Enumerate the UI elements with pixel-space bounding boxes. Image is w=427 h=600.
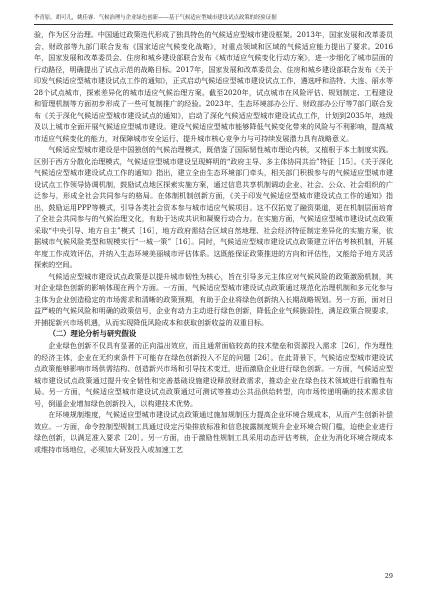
paragraph: 在环境规制维度，气候适应型城市建设试点政策通过施加规制压力提高企业环境合规成本，从而产生创新补偿效应。一方面，命令控制型规制工具通过设定污染排放标准和信息披露制度规升企业环境合规门槛，迫使企业进行绿色创新，以满足准入要求［20］。另一方面，由于激励性规制工具采用动态评估考核，企业为消化环境合规成本或维持市场地位，必须加大研发投入或加速工艺 [34,410,393,454]
running-header: 李青原，胡可儿，姚佳睿．气候治理与企业绿色创新——基于气候适应型城市建设试点政策的经验证据 [34,15,277,21]
page-number: 29 [384,572,393,580]
paragraph: 企业绿色创新不仅具有显著的正向溢出效应，而且通常面临较高的技术壁垒和资源投入需求［26］，作为理性的经济主体，企业在无约束条件下可能存在绿色创新投入不足的问题［26］。在此背景下，气候适应型城市建设试点政策能够影响市场供需结构、创造新兴市场和引导技术变迁，进而激励企业进行绿色创新。一方面，气候适应型城市建设试点政策通过提升安全韧性和完善基础设施建设释放财政需求，推动企业在绿色技术领域进行前瞻性布局。另一方面，气候适应型城市建设试点政策通过可测试等推动公共品供给转型，向市场传递明确的技术需求信号，倒逼企业增加绿色创新投入，以构建技术优势。 [34,341,393,408]
paragraph: 验，作为区分治理。中国通过政策迭代形成了独具特色的气候适应型城市建设框架。2013年，国家发展和改革委员会、财政部等九部门联合发布《国家适应气候变化战略》，对重点领域和区域的气候适应能力提出了要求。2016年，国家发展和改革委员会、住房和城乡建设部联合发布《城市适应气候变化行动方案》，进一步细化了城市层面的行动路径，明确提出了试点示范的战略目标。2017年，国家发展和改革委员会、住房和城乡建设部联合发布《关于印发气候适应型城市建设试点工作的通知》，正式启动气候适应型城市建设试点工作，遴选呼和浩特、大连、丽水等28个试点城市，探索差异化的城市适应气候治理方案。截至2020年，试点城市在风险评估、规划制定、工程建设和管理机制等方面初步形成了一些可复制推广的经验。2023年，生态环境部办公厅、财政部办公厅等7部门联合发布《关于深化气候适应型城市建设试点的通知》，启动了深化气候适应型城市建设试点工作，计划到2035年，地级及以上城市全面开展气候适应型城市建设。建设气候适应型城市能够降低气候变化带来的风险与不利影响，提高城市适应气候变化的能力，对保障城市安全运行、提升城市核心竞争力与可持续发展潜力具有战略意义。 [34,30,393,143]
article-body [34,29,393,455]
header-rule [34,24,393,25]
paragraph: 气候适应型城市建设是中国独创的气候治理模式，既借鉴了国际韧性城市理论内核，又植根于本土制度实践。区别于西方分散化治理模式，气候适应型城市建设呈现鲜明的“政府主导、多主体协同共治”特征［15］。《关于深化气候适应型城市建设试点工作的通知》指出，建立全由生态环境部门牵头，相关部门积极参与的气候适应型城市建设试点工作领导协调机制，鼓励试点地区探索实施方案，通过信息共享机制调动企业、社会、公众、社会组织的广泛参与，形成全社会共同参与的格局。在体制机制创新方面，《关于印发气候适应型城市建设试点工作的通知》指出，鼓励运用PPP等模式，引导各类社会资本参与城市适应气候项目。这不仅拓宽了融资渠道，更在机制层面培育了全社会共同参与的气候治理文化，有助于达成共识和凝聚行动合力。在实施方面，气候适应型城市建设试点政策采取“中央引导、地方自主”模式［16］，地方政府需结合区域自然地理、社会经济特征制定差异化的实施方案，依据城市气候风险类型和规模实行“一城一策”［16］。同时，气候适应型城市建设试点政策建立评估考核机制，开展年度工作成效评估，并纳入生态环境美丽城市评估体系。这既能保证政策推进的方向和评估性，又能给予地方灵活探索的空间。 [34,145,393,269]
paragraph: 气候适应型城市建设试点政策是以提升城市韧性为核心，旨在引导多元主体应对气候风险的政策激励机制，其对企业绿色创新的影响体现在两个方面。一方面，气候适应型城市建设试点政策通过规范化治理机制和多元化参与主体为企业创造稳定的市场需求和清晰的政策预期，有助于企业将绿色创新纳入长期战略规划。另一方面，面对日益严峻的气候风险和明确的政策信号，企业有动力主动进行绿色创新，降低企业气候脆弱性，满足政策合规要求，并捕捉新兴市场机遇，从而实现降低风险成本和获取创新收益的双重目标。 [34,271,393,327]
section-heading: （二）理论分析与研究假设 [48,329,137,338]
